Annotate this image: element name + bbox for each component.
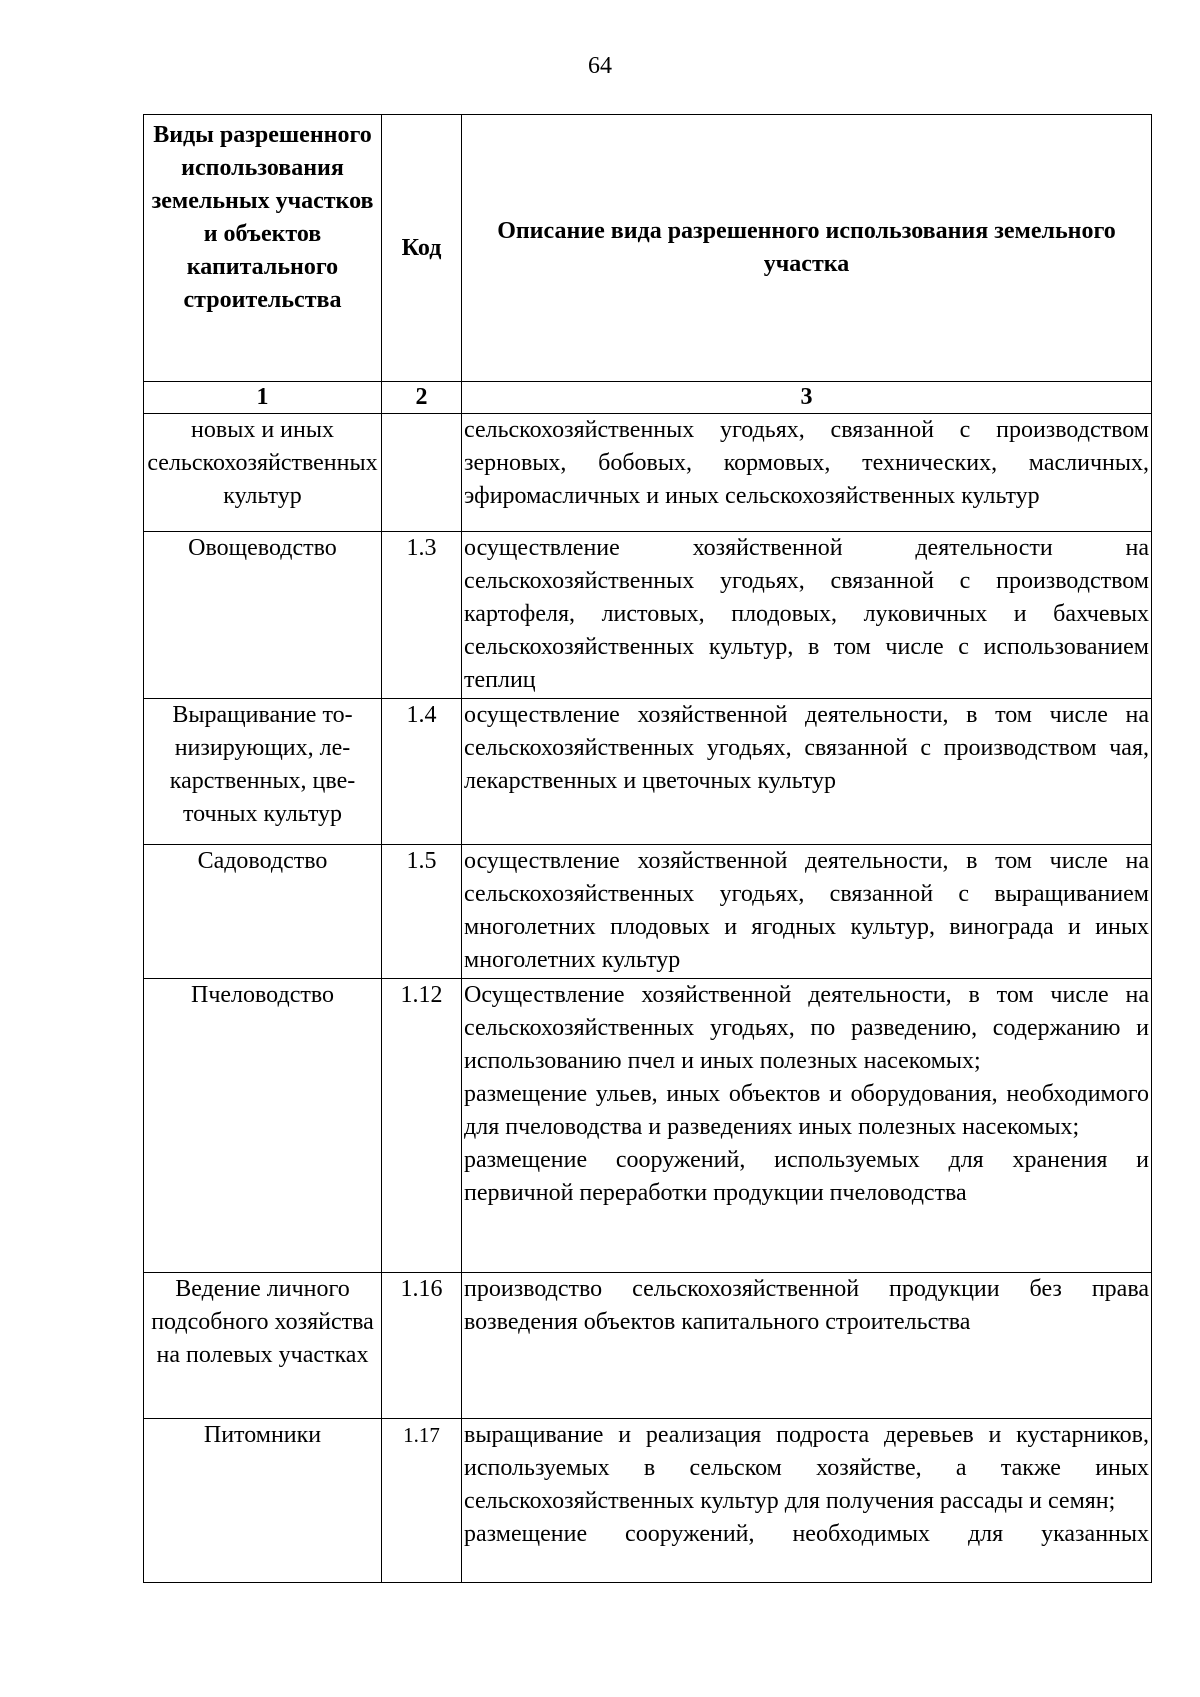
land-use-code: 1.17 <box>382 1419 462 1583</box>
table-header-row <box>144 115 1152 382</box>
land-use-name: Пчеловодство <box>144 979 382 1273</box>
land-use-name: Выращивание тонизирующих, лекарственных, цветочных культур <box>144 699 382 845</box>
description-paragraph: выращивание и реализация подроста деревьев и кустарников, используемых в сельском хозяйстве, а также иных сельскохозяйственных культур для получения рассады и семян; <box>464 1422 1149 1514</box>
land-use-code: 1.3 <box>382 532 462 699</box>
land-use-code: 1.16 <box>382 1273 462 1419</box>
description-paragraph: Осуществление хозяйственной деятельности, в том числе на сельскохозяйственных угодьях, по разведению, содержанию и использованию пчел и иных полезных насекомых; <box>464 982 1149 1074</box>
description-paragraph: осуществление хозяйственной деятельности на сельскохозяйственных угодьях, связанной с производством картофеля, листовых, плодовых, луковичных и бахчевых сельскохозяйственных культур, в том числе с использованием теплиц <box>464 535 1149 693</box>
land-use-description <box>462 699 1152 845</box>
land-use-name: Питомники <box>144 1419 382 1583</box>
land-use-description <box>462 845 1152 979</box>
table-row <box>144 699 1152 845</box>
page-number: 64 <box>588 53 612 79</box>
land-use-code: 1.5 <box>382 845 462 979</box>
land-use-code: 1.12 <box>382 979 462 1273</box>
table-row <box>144 1273 1152 1419</box>
land-use-description <box>462 414 1152 532</box>
land-use-code: 1.4 <box>382 699 462 845</box>
land-use-name: Овощеводство <box>144 532 382 699</box>
description-paragraph: сельскохозяйственных угодьях, связанной с производством зерновых, бобовых, кормовых, технических, масличных, эфиромасличных и иных сельскохозяйственных культур <box>464 417 1149 509</box>
table-row <box>144 414 1152 532</box>
column-number: 1 <box>144 382 382 414</box>
land-use-description <box>462 1273 1152 1419</box>
column-number-row <box>144 382 1152 414</box>
header-description: Описание вида разрешенного использования земельного участка <box>462 115 1152 382</box>
description-paragraph: размещение сооружений, необходимых для указанных <box>464 1521 1149 1547</box>
land-use-description <box>462 979 1152 1273</box>
table-row <box>144 845 1152 979</box>
table-row <box>144 979 1152 1273</box>
land-use-description <box>462 1419 1152 1583</box>
table-row <box>144 532 1152 699</box>
land-use-code <box>382 414 462 532</box>
land-use-name: Ведение личного подсобного хозяйства на полевых участках <box>144 1273 382 1419</box>
land-use-name: новых и иных сельскохозяйственных культур <box>144 414 382 532</box>
table-row <box>144 1419 1152 1583</box>
description-paragraph: осуществление хозяйственной деятельности, в том числе на сельскохозяйственных угодьях, связанной с выращиванием многолетних плодовых и ягодных культур, винограда и иных многолетних культур <box>464 848 1149 973</box>
description-paragraph: производство сельскохозяйственной продукции без права возведения объектов капитального строительства <box>464 1276 1149 1335</box>
description-paragraph: размещение сооружений, используемых для хранения и первичной переработки продукции пчеловодства <box>464 1147 1149 1206</box>
description-paragraph: осуществление хозяйственной деятельности, в том числе на сельскохозяйственных угодьях, связанной с производством чая, лекарственных и цветочных культур <box>464 702 1149 794</box>
column-number: 3 <box>462 382 1152 414</box>
land-use-name: Садоводство <box>144 845 382 979</box>
header-land-use-type: Виды разрешенного использования земельных участков и объектов капитального строительства <box>144 115 382 382</box>
description-paragraph: размещение ульев, иных объектов и оборудования, необходимого для пчеловодства и разведениях иных полезных насекомых; <box>464 1081 1149 1140</box>
header-code: Код <box>382 115 462 382</box>
land-use-table <box>143 114 1152 1583</box>
column-number: 2 <box>382 382 462 414</box>
land-use-description <box>462 532 1152 699</box>
